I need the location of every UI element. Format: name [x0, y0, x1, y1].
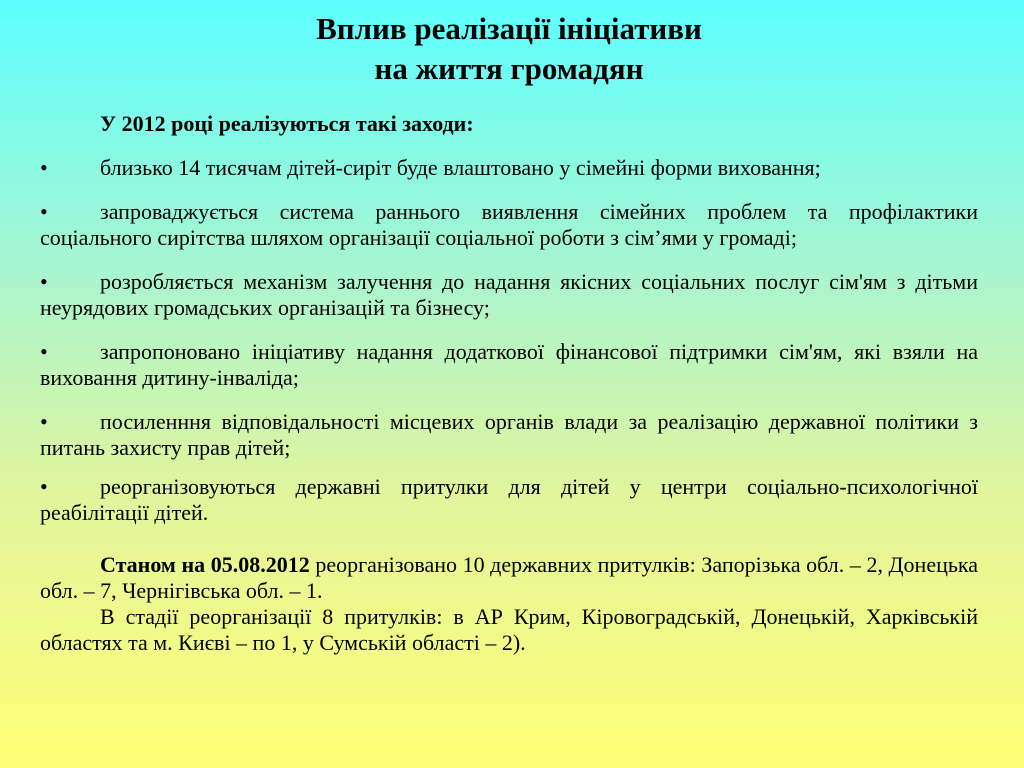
list-item-text: розробляється механізм залучення до надання якісних соціальних послуг сім'ям з дітьми неурядових громадських організацій та бізнесу;: [40, 269, 978, 320]
bullet: •: [40, 269, 48, 294]
bullet: •: [40, 199, 48, 224]
bullet: •: [40, 155, 48, 180]
list-item-text: запропоновано ініціативу надання додаткової фінансової підтримки сім'ям, які взяли на виховання дитину-інваліда;: [40, 339, 978, 390]
bullet: •: [40, 409, 48, 434]
list-item-text: реорганізовуються державні притулки для дітей у центри соціально-психологічної реабілітації дітей.: [40, 474, 978, 525]
status-date: Станом на 05.08.2012: [100, 552, 310, 577]
section-heading: У 2012 році реалізуються такі заходи:: [100, 111, 474, 136]
list-item: [40, 409, 978, 461]
slide-title: [40, 9, 978, 89]
list-item: [40, 474, 978, 526]
list-item-text: близько 14 тисячам дітей-сиріт буде влаштовано у сімейні форми виховання;: [100, 155, 821, 180]
bullet: •: [40, 474, 48, 499]
slide: [40, 0, 978, 656]
list-item: [40, 339, 978, 391]
status-text: реорганізовано 10 державних притулків: Запорізька обл. – 2, Донецька обл. – 7, Чернігівська обл. – 1.: [40, 552, 979, 603]
status-paragraph: [40, 552, 978, 604]
title-line-1: Вплив реалізації ініціативи: [316, 11, 702, 46]
list-item-text: запроваджується система раннього виявлення сімейних проблем та профілактики соціального сирітства шляхом організації соціальної роботи з сім’ями у громаді;: [40, 199, 978, 250]
stage-paragraph: В стадії реорганізації 8 притулків: в АР Крим, Кіровоградській, Донецькій, Харківській областях та м. Києві – по 1, у Сумській області – 2).: [40, 604, 978, 655]
list-item: [40, 155, 978, 181]
title-line-2: на життя громадян: [374, 51, 644, 86]
list-item: [40, 269, 978, 321]
bullet: •: [40, 339, 48, 364]
list-item-text: посиленння відповідальності місцевих органів влади за реалізацію державної політики з питань захисту прав дітей;: [40, 409, 978, 460]
list-item: [40, 199, 978, 251]
